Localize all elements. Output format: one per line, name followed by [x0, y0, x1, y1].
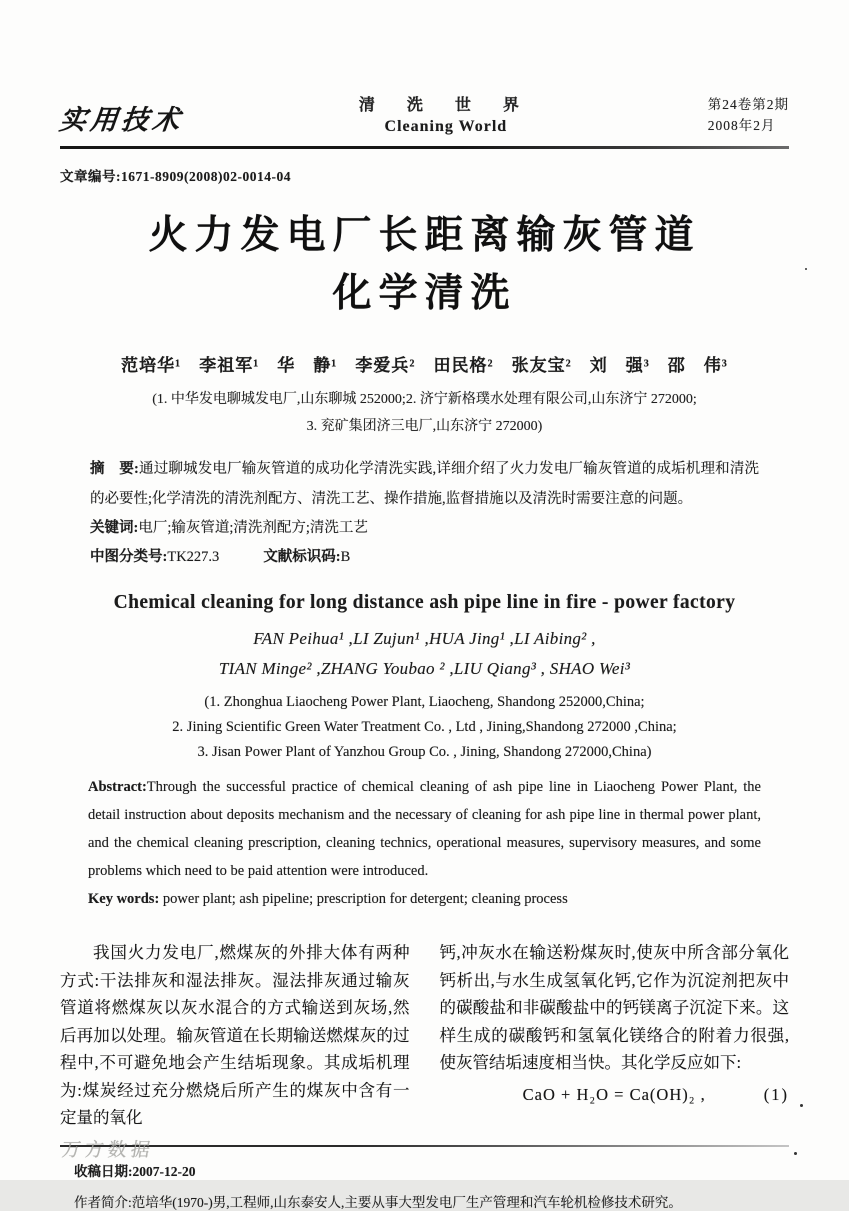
abstract-cn-label: 摘 要: [90, 461, 139, 477]
authors-en-line-2: TIAN Minge² ,ZHANG Youbao ² ,LIU Qiang³ , SHAO Wei³ [218, 659, 631, 678]
footnote-rule [60, 1145, 789, 1147]
abstract-en-label: Abstract: [88, 779, 147, 795]
wanfang-watermark: 万方数据 [60, 1140, 156, 1161]
body-column-left [60, 939, 410, 1132]
keywords-en [88, 885, 761, 913]
clc-label: 中图分类号: [90, 549, 168, 565]
affiliations-en [60, 690, 789, 765]
title-line-1: 火力发电厂长距离输灰管道 [148, 214, 701, 257]
journal-title-block [359, 92, 533, 136]
author-bio: 作者简介:范培华(1970-)男,工程师,山东泰安人,主要从事大型发电厂生产管理和汽车轮机检修技术研究。 [74, 1194, 682, 1210]
equation-1 [440, 1081, 790, 1109]
affiliation-en-line-1: (1. Zhonghua Liaocheng Power Plant, Liaocheng, Shandong 252000,China; [204, 694, 645, 710]
authors-en-line-1: FAN Peihua¹ ,LI Zujun¹ ,HUA Jing¹ ,LI Aibing² , [253, 629, 596, 648]
masthead [57, 92, 789, 137]
article-title [60, 207, 789, 323]
authors-en [60, 624, 789, 684]
header-rule [60, 146, 789, 149]
issue-date: 2008年2月 [707, 118, 776, 133]
clc-line [90, 543, 759, 572]
body-text [60, 939, 789, 1132]
affiliation-cn-line-1: (1. 中华发电聊城发电厂,山东聊城 252000;2. 济宁新格璞水处理有限公司,山东济宁 272000; [152, 392, 697, 407]
affiliations-cn [60, 386, 789, 440]
authors-cn: 范培华¹ 李祖军¹ 华 静¹ 李爱兵² 田民格² 张友宝² 刘 强³ 邵 伟³ [121, 356, 728, 375]
keywords-cn-text: 电厂;输灰管道;清洗剂配方;清洗工艺 [138, 520, 368, 536]
article-number: 文章编号:1671-8909(2008)02-0014-04 [60, 169, 291, 184]
scan-speck [800, 1104, 803, 1107]
doc-code-value: B [340, 549, 351, 565]
article-title-en: Chemical cleaning for long distance ash pipe line in fire - power factory [113, 592, 736, 613]
issue-volume: 第24卷第2期 [707, 97, 789, 112]
keywords-en-text: power plant; ash pipeline; prescription for detergent; cleaning process [162, 891, 568, 907]
journal-title-en: Cleaning World [384, 118, 508, 135]
abstract-cn-text: 通过聊城发电厂输灰管道的成功化学清洗实践,详细介绍了火力发电厂输灰管道的成垢机理和清洗的必要性;化学清洗的清洗剂配方、清洗工艺、操作措施,监督措施以及清洗时需要注意的问题。 [90, 461, 759, 507]
affiliation-cn-line-2: 3. 兖矿集团济三电厂,山东济宁 272000) [306, 419, 543, 434]
body-column-right [440, 939, 790, 1132]
clc-value: TK227.3 [167, 549, 220, 565]
abstract-en [88, 773, 761, 885]
scan-speck [794, 1152, 797, 1155]
keywords-cn [90, 514, 759, 543]
received-date: 收稿日期:2007-12-20 [74, 1163, 196, 1179]
equation-number: (1) [763, 1084, 789, 1104]
keywords-en-label: Key words: [88, 891, 160, 907]
keywords-cn-label: 关键词: [90, 520, 139, 536]
equation-text: CaO + H₂O = Ca(OH)₂ , [522, 1084, 706, 1104]
body-paragraph-right: 钙,冲灰水在输送粉煤灰时,使灰中所含部分氧化钙析出,与水生成氢氧化钙,它作为沉淀剂把灰中的碳酸盐和非碳酸盐中的钙镁离子沉淀下来。这样生成的碳酸钙和氢氧化镁络合的附着力很强,使灰管结垢速度相当快。其化学反应如下: [439, 943, 789, 1072]
title-line-2: 化学清洗 [332, 272, 517, 315]
body-paragraph-left: 我国火力发电厂,燃煤灰的外排大体有两种方式:干法排灰和湿法排灰。湿法排灰通过输灰管道将燃煤灰以灰水混合的方式输送到灰场,然后再加以处理。输灰管道在长期输送燃煤灰的过程中,不可避免地会产生结垢现象。其成垢机理为:煤炭经过充分燃烧后所产生的煤灰中含有一定量的氧化 [60, 943, 410, 1127]
doc-code-label: 文献标识码: [263, 549, 341, 565]
abstract-cn [90, 454, 759, 514]
column-logo: 实用技术 [57, 105, 185, 135]
affiliation-en-line-3: 3. Jisan Power Plant of Yanzhou Group Co. , Jining, Shandong 272000,China) [197, 744, 652, 760]
scan-speck [805, 268, 807, 270]
abstract-en-text: Through the successful practice of chemical cleaning of ash pipe line in Liaocheng Power Plant, the detail instruction about deposits mechanism and the necessary of cleaning for ash pipe line in thermal power plant, and the chemical cleaning prescription, cleaning technics, operational measures, supervisory measures, and some problems which need to be paid attention were introduced. [88, 779, 761, 879]
journal-title-cn: 清 洗 世 界 [358, 97, 533, 114]
issue-info [708, 92, 789, 136]
affiliation-en-line-2: 2. Jining Scientific Green Water Treatment Co. , Ltd , Jining,Shandong 272000 ,China; [172, 719, 677, 735]
